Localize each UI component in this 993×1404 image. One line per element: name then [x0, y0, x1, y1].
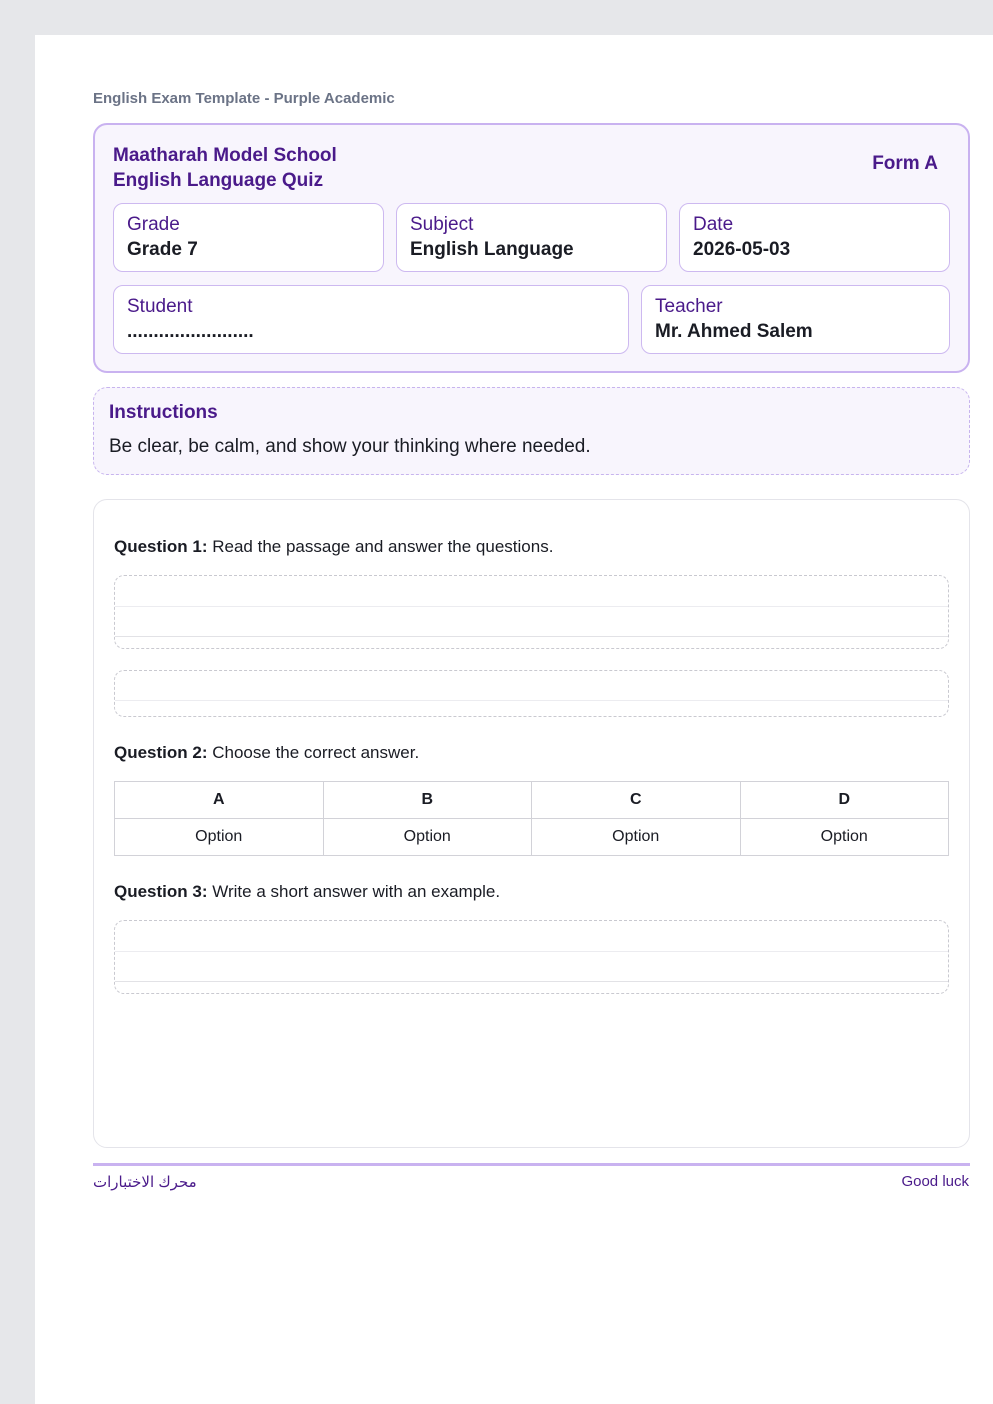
template-label: English Exam Template - Purple Academic	[93, 90, 395, 107]
subject-value: English Language	[410, 239, 574, 260]
student-label: Student	[127, 296, 193, 317]
grade-value: Grade 7	[127, 239, 198, 260]
answer-box-3[interactable]	[114, 920, 949, 994]
question-2-text: Choose the correct answer.	[212, 743, 420, 762]
question-3-label: Question 3:	[114, 882, 208, 901]
date-field	[679, 203, 950, 272]
teacher-field	[641, 285, 950, 354]
question-3-text: Write a short answer with an example.	[212, 882, 501, 901]
question-1-label: Question 1:	[114, 537, 208, 556]
form-label: Form A	[872, 153, 938, 174]
option-b-cell[interactable]: Option	[323, 819, 532, 856]
subject-label: Subject	[410, 214, 474, 235]
question-2	[114, 742, 419, 764]
footer-divider	[93, 1163, 970, 1166]
option-b-header: B	[323, 782, 532, 819]
grade-label: Grade	[127, 214, 180, 235]
options-row	[115, 819, 949, 856]
instructions-box	[93, 387, 970, 475]
subject-field	[396, 203, 667, 272]
date-value: 2026-05-03	[693, 239, 791, 260]
option-a-header: A	[115, 782, 324, 819]
student-value: ........................	[127, 321, 254, 342]
option-d-header: D	[740, 782, 949, 819]
exam-page	[35, 35, 993, 1404]
school-heading	[113, 143, 337, 193]
instructions-text: Be clear, be calm, and show your thinking where needed.	[109, 436, 591, 457]
exam-header-card	[93, 123, 970, 373]
question-3	[114, 881, 500, 903]
student-field[interactable]	[113, 285, 629, 354]
footer-good-luck: Good luck	[901, 1173, 969, 1190]
option-c-cell[interactable]: Option	[532, 819, 741, 856]
options-table	[114, 781, 949, 856]
options-header-row	[115, 782, 949, 819]
teacher-value: Mr. Ahmed Salem	[655, 321, 813, 342]
question-2-label: Question 2:	[114, 743, 208, 762]
question-1	[114, 536, 553, 558]
option-a-cell[interactable]: Option	[115, 819, 324, 856]
teacher-label: Teacher	[655, 296, 723, 317]
grade-field	[113, 203, 384, 272]
option-d-cell[interactable]: Option	[740, 819, 949, 856]
quiz-title: English Language Quiz	[113, 170, 324, 191]
answer-box-2[interactable]	[114, 670, 949, 717]
option-c-header: C	[532, 782, 741, 819]
school-name: Maatharah Model School	[113, 145, 337, 166]
footer-engine-label: محرك الاختبارات	[93, 1174, 197, 1191]
date-label: Date	[693, 214, 734, 235]
question-1-text: Read the passage and answer the questions.	[212, 537, 554, 556]
questions-card	[93, 499, 970, 1148]
answer-box-1[interactable]	[114, 575, 949, 649]
instructions-title: Instructions	[109, 402, 218, 423]
